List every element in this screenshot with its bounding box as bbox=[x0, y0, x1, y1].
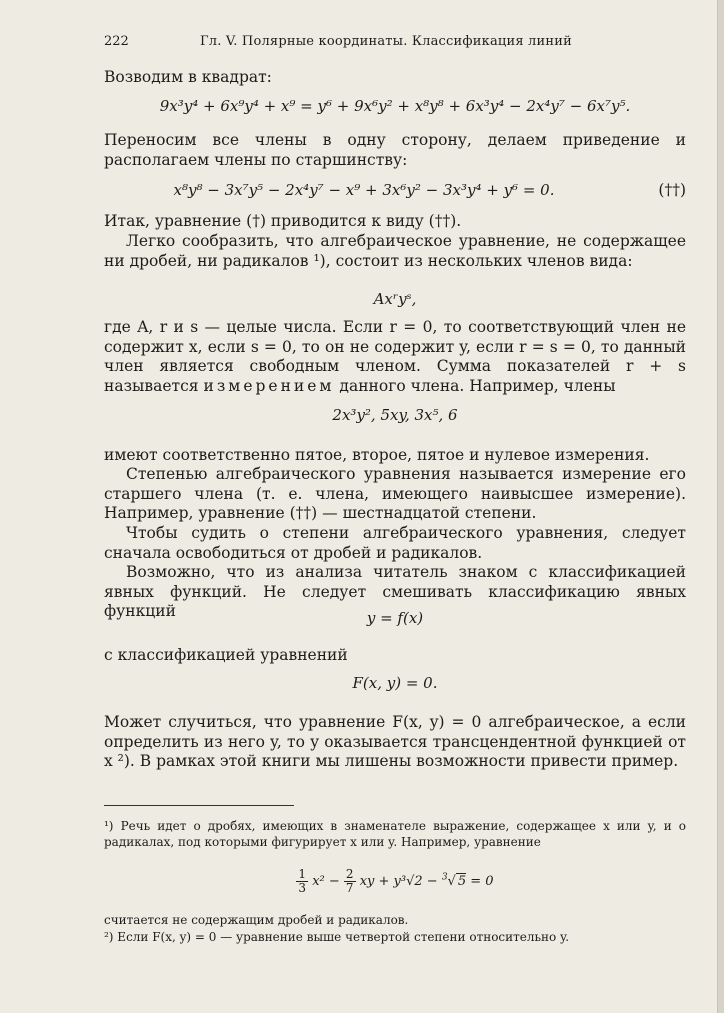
definitions-text: где A, r и s — целые числа. Если r = 0, то соответствующий член не содержит x, если s = 0, то он не содержит y, если r = s = 0, то данный член является свободным членом. Сумма показателей r + s называется bbox=[104, 318, 686, 395]
equation-squared: 9x³y⁴ + 6x⁹y⁴ + x⁹ = y⁶ + 9x⁶y² + x⁸y⁸ + 6x³y⁴ − 2x⁴y⁷ − 6x⁷y⁵. bbox=[159, 97, 631, 115]
equation-implicit: F(x, y) = 0. bbox=[352, 674, 438, 692]
footnote-1: ¹) Речь идет о дробях, имеющих в знаменателе выражение, содержащее x или y, и о радикалах, под которыми фигурирует x или y. Например, уравнение bbox=[104, 819, 686, 849]
equation-term-form: Axʳyˢ, bbox=[373, 290, 417, 308]
paragraph-definitions bbox=[104, 318, 686, 396]
paragraph-square: Возводим в квадрат: bbox=[104, 68, 272, 86]
page-edge bbox=[717, 0, 724, 1013]
definitions-end: данного члена. Например, члены bbox=[339, 376, 616, 395]
paragraph-degree: Степенью алгебраического уравнения называется измерение его старшего члена (т. е. члена, имеющего наивысшее измерение). Например, уравнение (††) — шестнадцатой степени. bbox=[104, 465, 686, 522]
footnote-rule bbox=[104, 805, 294, 806]
fraction-two-sevenths: $\frac{2}{7}$ bbox=[345, 867, 354, 895]
paragraph-conclusion: Итак, уравнение (†) приводится к виду (††). bbox=[104, 212, 462, 230]
term-measure: измерением bbox=[203, 376, 335, 395]
paragraph-rearrange: Переносим все члены в одну сторону, делаем приведение и располагаем члены по старшинству: bbox=[104, 131, 686, 169]
paragraph-classification: с классификацией уравнений bbox=[104, 646, 348, 664]
paragraph-terms: Легко сообразить, что алгебраическое уравнение, не содержащее ни дробей, ни радикалов ¹), состоит из нескольких членов вида: bbox=[104, 232, 686, 270]
paragraph-free: Чтобы судить о степени алгебраического уравнения, следует сначала освободиться от дробей и радикалов. bbox=[104, 524, 686, 562]
equation-double-dagger: x⁸y⁸ − 3x⁷y⁵ − 2x⁴y⁷ − x⁹ + 3x⁶y² − 3x³y⁴ + y⁶ = 0. bbox=[173, 181, 555, 199]
footnote-2: ²) Если F(x, y) = 0 — уравнение выше четвертой степени относительно y. bbox=[104, 930, 570, 944]
equation-examples: 2x³y², 5xy, 3x⁵, 6 bbox=[332, 406, 458, 424]
paragraph-measures: имеют соответственно пятое, второе, пятое и нулевое измерения. bbox=[104, 446, 650, 464]
page-number: 222 bbox=[104, 34, 129, 49]
equation-explicit: y = f(x) bbox=[366, 609, 424, 627]
fraction-one-third: $\frac{1}{3}$ bbox=[298, 867, 307, 895]
paragraph-explicit: Возможно, что из анализа читатель знаком с классификацией явных функций. Не следует смешивать классификацию явных функций bbox=[104, 563, 686, 620]
paragraph-transcendent: Может случиться, что уравнение F(x, y) = 0 алгебраическое, а если определить из него y, то y оказывается трансцендентной функцией от x ²). В рамках этой книги мы лишены возможности привести пример. bbox=[104, 713, 686, 770]
equation-tag: (††) bbox=[658, 181, 686, 199]
footnote-1-end: считается не содержащим дробей и радикалов. bbox=[104, 913, 409, 927]
footnote-equation: $\frac{1}{3}$ x² − $\frac{2}{7}$ xy + y³√2 − $^3$√ 5 = 0 bbox=[298, 867, 494, 895]
chapter-title: Гл. V. Полярные координаты. Классификация линий bbox=[200, 34, 572, 49]
